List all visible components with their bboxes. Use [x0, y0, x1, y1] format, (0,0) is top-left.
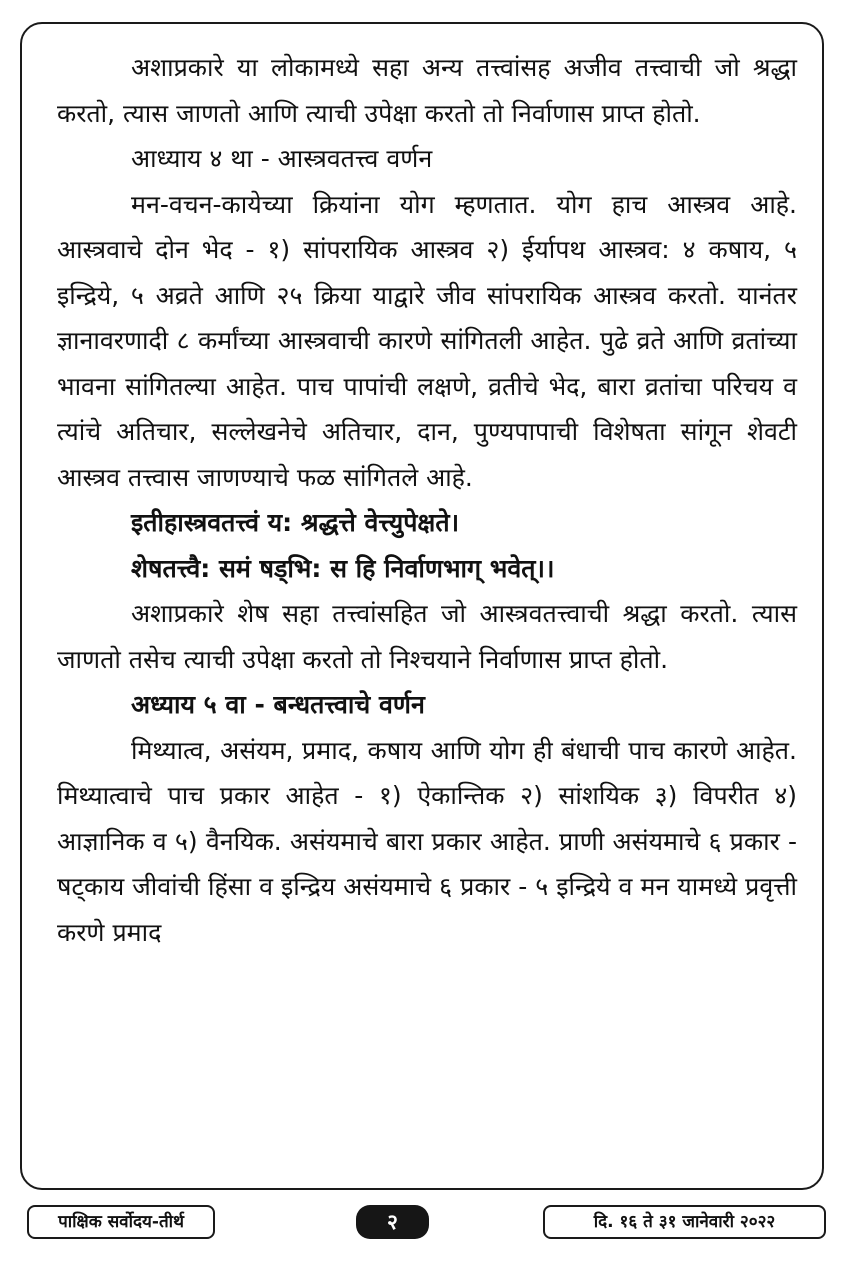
paragraph-bandha-description: मिथ्यात्व, असंयम, प्रमाद, कषाय आणि योग ही बंधाची पाच कारणे आहेत. मिथ्यात्वाचे पाच प्रकार आहेत - १) ऐकान्तिक २) सांशयिक ३) विपरीत ४) आज्ञानिक व ५) वैनयिक. असंयमाचे बारा प्रकार आहेत. प्राणी असंयमाचे ६ प्रकार - षट्काय जीवांची हिंसा व इन्द्रिय असंयमाचे ६ प्रकार - ५ इन्द्रिये व मन यामध्ये प्रवृत्ती करणे प्रमाद	[57, 735, 797, 947]
sanskrit-verse-line-2: शेषतत्त्वै: समं षड्भि: स हि निर्वाणभाग् भवेत्।।	[131, 553, 555, 583]
page-body	[57, 45, 797, 955]
publication-name: पाक्षिक सर्वोदय-तीर्थ	[27, 1205, 215, 1239]
chapter-4-heading: आध्याय ४ था - आस्त्रवतत्त्व वर्णन	[131, 144, 433, 173]
paragraph-asrava-description: मन-वचन-कायेच्या क्रियांना योग म्हणतात. योग हाच आस्त्रव आहे. आस्त्रवाचे दोन भेद - १) सांपरायिक आस्त्रव २) ईर्यापथ आस्त्रव: ४ कषाय, ५ इन्द्रिये, ५ अव्रते आणि २५ क्रिया याद्वारे जीव सांपरायिक आस्त्रव करतो. यानंतर ज्ञानावरणादी ८ कर्मांच्या आस्त्रवाची कारणे सांगितली आहेत. पुढे व्रते आणि व्रतांच्या भावना सांगितल्या आहेत. पाच पापांची लक्षणे, व्रतीचे भेद, बारा व्रतांचा परिचय व त्यांचे अतिचार, सल्लेखनेचे अतिचार, दान, पुण्यपापाची विशेषता सांगून शेवटी आस्त्रव तत्त्वास जाणण्याचे फळ सांगितले आहे.	[57, 189, 797, 492]
issue-date: दि. १६ ते ३१ जानेवारी २०२२	[543, 1205, 826, 1239]
sanskrit-verse-line-1: इतीहास्त्रवतत्त्वं य: श्रद्धत्ते वेत्त्युपेक्षते।	[131, 508, 460, 537]
page-number-badge: २	[356, 1205, 429, 1239]
paragraph-ajiv-conclusion: अशाप्रकारे या लोकामध्ये सहा अन्य तत्त्वांसह अजीव तत्त्वाची जो श्रद्धा करतो, त्यास जाणतो आणि त्याची उपेक्षा करतो तो निर्वाणास प्राप्त होतो.	[57, 53, 797, 128]
chapter-5-heading: अध्याय ५ वा - बन्धतत्त्वाचे वर्णन	[131, 690, 425, 719]
paragraph-verse-translation: अशाप्रकारे शेष सहा तत्त्वांसहित जो आस्त्रवतत्त्वाची श्रद्धा करतो. त्यास जाणतो तसेच त्याची उपेक्षा करतो तो निश्चयाने निर्वाणास प्राप्त होतो.	[57, 599, 797, 674]
